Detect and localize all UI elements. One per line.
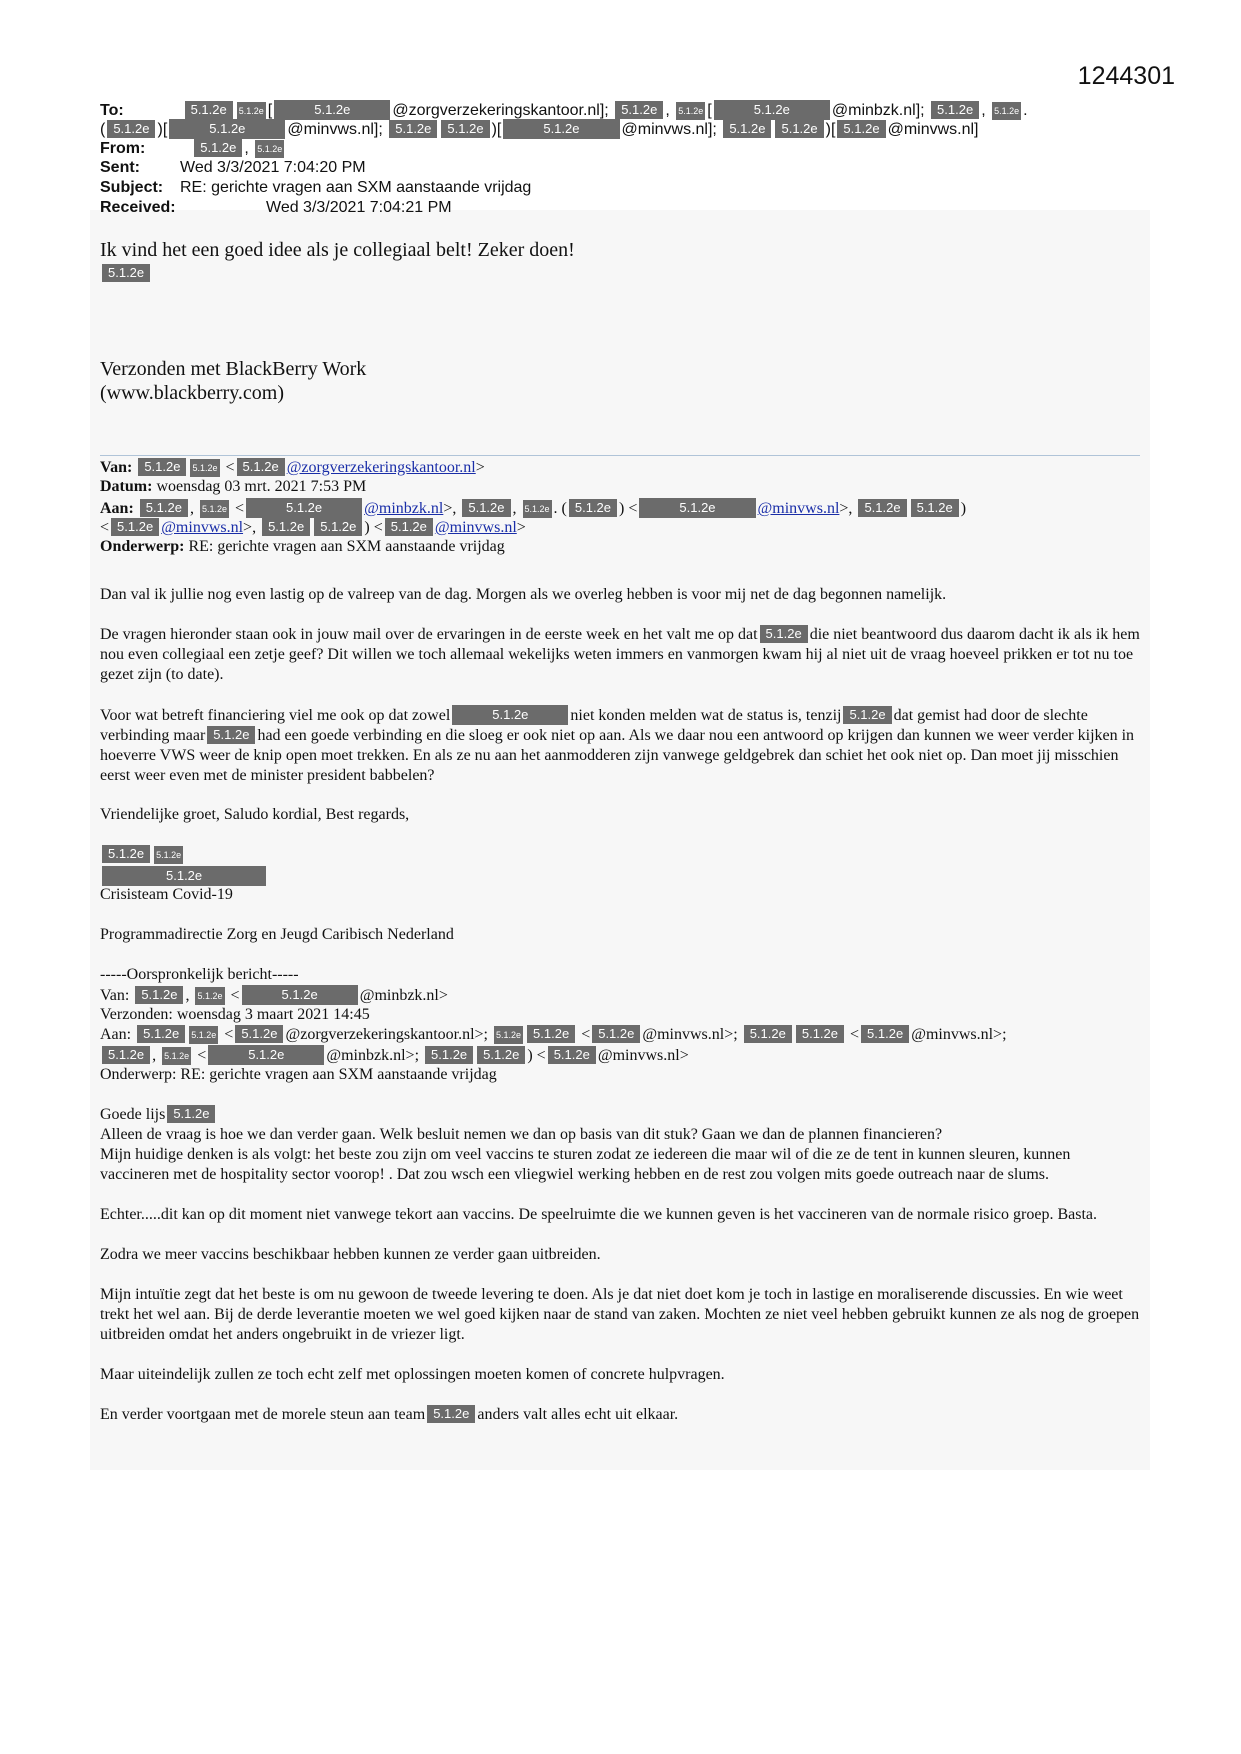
paragraph: Alleen de vraag is hoe we dan verder gaan. Welk besluit nemen we dan op basis van dit stuk? Gaan we dan de plannen financieren? <box>100 1126 943 1143</box>
redaction: 5.1.2e <box>314 518 362 536</box>
redaction: 5.1.2e <box>569 499 617 517</box>
redaction: 5.1.2e <box>477 1046 525 1064</box>
redaction: 5.1.2e <box>107 120 155 138</box>
redaction: 5.1.2e <box>592 1025 640 1043</box>
redaction: 5.1.2e <box>246 498 362 518</box>
from-line: From: 5.1.2e , 5.1.2e <box>100 140 283 157</box>
redaction: 5.1.2e <box>208 1045 324 1065</box>
redaction: 5.1.2e <box>135 986 183 1004</box>
email-address: @minvws.nl>; <box>642 1026 738 1043</box>
redaction: 5.1.2e <box>992 102 1021 120</box>
redaction: 5.1.2e <box>190 459 219 477</box>
received-line <box>100 199 452 217</box>
aan-line-3b: 5.1.2e , 5.1.2e < 5.1.2e @minbzk.nl>; 5.1.2e 5.1.2e ) < 5.1.2e @minvws.nl> <box>100 1045 1140 1066</box>
email-domain: @minvws.nl]; <box>287 121 383 138</box>
top-body: Ik vind het een goed idee als je collegiaal belt! Zeker doen! <box>100 239 575 261</box>
redaction: 5.1.2e <box>744 1025 792 1043</box>
aan-line-2: < 5.1.2e @minvws.nl>, 5.1.2e 5.1.2e ) < 5.1.2e @minvws.nl> <box>100 519 526 536</box>
paragraph <box>100 625 1140 685</box>
email-domain: @minvws.nl] <box>887 121 979 138</box>
top-body-redaction <box>100 264 152 283</box>
datum-line <box>100 478 366 496</box>
received-value: Wed 3/3/2021 7:04:21 PM <box>266 199 452 216</box>
redaction: 5.1.2e <box>207 726 255 744</box>
email-domain: @minvws.nl]; <box>621 121 717 138</box>
email-address: @minvws.nl> <box>597 1047 689 1064</box>
sent-value: Wed 3/3/2021 7:04:20 PM <box>180 159 366 176</box>
redaction: 5.1.2e <box>676 102 705 120</box>
redaction: 5.1.2e <box>858 499 906 517</box>
redaction: 5.1.2e <box>462 499 510 517</box>
redaction: 5.1.2e <box>441 120 489 138</box>
redaction: 5.1.2e <box>242 985 358 1005</box>
text: De vragen hieronder staan ook in jouw mail over de ervaringen in de eerste week en het valt me op dat <box>100 626 758 643</box>
email-link[interactable]: @minvws.nl <box>161 519 244 536</box>
redaction: 5.1.2e <box>911 499 959 517</box>
redaction: 5.1.2e <box>200 500 229 518</box>
redaction: 5.1.2e <box>185 101 233 119</box>
email-address: @minbzk.nl> <box>359 987 448 1004</box>
redaction: 5.1.2e <box>102 264 150 282</box>
redaction: 5.1.2e <box>931 101 979 119</box>
text: had een goede verbinding en die sloeg er ook niet op aan. Als we daar nou een antwoord op krijgen dan kunnen we weer verder kijken in hoeverre VWS weer de knip open moet trekken. En als ze nu aan het aanmodderen zijn vanwege geldgebrek dan schiet het ook niet op. Dan moet jij misschien eerst weer even met de minister president babbelen? <box>100 727 1135 784</box>
to-line-2: ( 5.1.2e )[ 5.1.2e @minvws.nl]; 5.1.2e 5.1.2e )[ 5.1.2e @minvws.nl]; 5.1.2e 5.1.2e )[ 5.1.2e @minvws.nl] <box>100 121 979 138</box>
salutation <box>100 1105 1140 1125</box>
signature-redaction <box>100 866 1140 887</box>
signature-line2: (www.blackberry.com) <box>100 382 284 404</box>
redaction: 5.1.2e <box>723 120 771 138</box>
aan-line: Aan: 5.1.2e , 5.1.2e < 5.1.2e @minbzk.nl>, 5.1.2e , 5.1.2e . ( 5.1.2e ) < 5.1.2e @minvws.nl>, 5.1.2e 5.1.2e ) <box>100 500 967 517</box>
to-line: To: 5.1.2e 5.1.2e [ 5.1.2e @zorgverzekeringskantoor.nl]; 5.1.2e , 5.1.2e [ 5.1.2e @minbzk.nl]; 5.1.2e , 5.1.2e . <box>100 102 1028 119</box>
email-domain: @minbzk.nl]; <box>831 102 925 119</box>
redaction: 5.1.2e <box>615 101 663 119</box>
redaction: 5.1.2e <box>111 518 159 536</box>
team: Crisisteam Covid-19 <box>100 886 233 903</box>
email-address: @minvws.nl>; <box>911 1026 1007 1043</box>
redaction: 5.1.2e <box>274 100 390 120</box>
divider <box>100 455 1140 456</box>
redaction: 5.1.2e <box>137 1025 185 1043</box>
email-link[interactable]: @zorgverzekeringskantoor.nl <box>286 459 476 476</box>
redaction: 5.1.2e <box>154 846 183 864</box>
redaction: 5.1.2e <box>775 120 823 138</box>
redaction: 5.1.2e <box>389 120 437 138</box>
dept: Programmadirectie Zorg en Jeugd Caribisch Nederland <box>100 926 454 943</box>
redaction: 5.1.2e <box>452 705 568 725</box>
redaction: 5.1.2e <box>167 1105 215 1123</box>
redaction: 5.1.2e <box>140 499 188 517</box>
redaction: 5.1.2e <box>548 1046 596 1064</box>
text: En verder voortgaan met de morele steun aan team <box>100 1406 426 1423</box>
email-link[interactable]: @minvws.nl <box>757 500 840 517</box>
email-address: @zorgverzekeringskantoor.nl>; <box>285 1026 488 1043</box>
aan-label: Aan: <box>100 1026 132 1043</box>
redaction: 5.1.2e <box>760 625 808 643</box>
email-link[interactable]: @minbzk.nl <box>364 500 444 517</box>
redaction: 5.1.2e <box>714 100 830 120</box>
text: anders valt alles echt uit elkaar. <box>477 1406 679 1423</box>
redaction: 5.1.2e <box>255 140 284 158</box>
redaction: 5.1.2e <box>102 845 150 863</box>
redaction: 5.1.2e <box>837 120 885 138</box>
redaction: 5.1.2e <box>427 1405 475 1423</box>
redaction: 5.1.2e <box>102 866 266 886</box>
text: die niet beantwoord dus daarom dacht ik als ik hem nou even collegiaal een zetje geef? Dit willen we toch allemaal wekelijks weten immers en vanmorgen kwam hij al niet uit de vraag hoeveel prikken er tot nu toe gezet zijn (to date). <box>100 626 1140 683</box>
redaction: 5.1.2e <box>235 1025 283 1043</box>
verzonden: Verzonden: woensdag 3 maart 2021 14:45 <box>100 1006 370 1023</box>
redaction: 5.1.2e <box>639 498 755 518</box>
redaction: 5.1.2e <box>237 458 285 476</box>
redaction: 5.1.2e <box>527 1025 575 1043</box>
redaction: 5.1.2e <box>796 1025 844 1043</box>
van-line: Van: 5.1.2e 5.1.2e < 5.1.2e @zorgverzekeringskantoor.nl> <box>100 459 485 476</box>
redaction: 5.1.2e <box>503 119 619 139</box>
text: Goede lijs <box>100 1106 166 1123</box>
sent-label: Sent: <box>100 159 140 176</box>
email-link[interactable]: @minvws.nl <box>434 519 517 536</box>
datum-label: Datum: <box>100 478 153 495</box>
document-id: 1244301 <box>1077 62 1175 90</box>
separator: -----Oorspronkelijk bericht----- <box>100 966 299 983</box>
text: niet konden melden wat de status is, tenzij <box>570 707 842 724</box>
text: dat gemist had door de slechte verbinding maar <box>100 707 1088 744</box>
paragraph <box>100 705 1140 786</box>
subject-line <box>100 179 531 197</box>
redaction: 5.1.2e <box>189 1026 218 1044</box>
received-label: Received: <box>100 199 176 216</box>
paragraph: Echter.....dit kan op dit moment niet vanwege tekort aan vaccins. De speelruimte die we kunnen geven is het vaccineren van de normale risico groep. Basta. <box>100 1206 1097 1223</box>
onderwerp-value: RE: gerichte vragen aan SXM aanstaande vrijdag <box>188 538 505 555</box>
redaction: 5.1.2e <box>195 987 224 1005</box>
aan-line-3: Aan: 5.1.2e 5.1.2e < 5.1.2e @zorgverzekeringskantoor.nl>; 5.1.2e 5.1.2e < 5.1.2e @minvws.nl>; 5.1.2e 5.1.2e < 5.1.2e @minvws.nl>; <box>100 1026 1007 1043</box>
to-label: To: <box>100 102 124 119</box>
greeting: Vriendelijke groet, Saludo kordial, Best regards, <box>100 806 410 823</box>
paragraph: Dan val ik jullie nog even lastig op de valreep van de dag. Morgen als we overleg hebben is voor mij net de dag begonnen namelijk. <box>100 586 947 603</box>
redaction: 5.1.2e <box>385 518 433 536</box>
van-label: Van: <box>100 987 130 1004</box>
email-domain: @zorgverzekeringskantoor.nl]; <box>392 102 609 119</box>
van-line-3: Van: 5.1.2e , 5.1.2e < 5.1.2e @minbzk.nl> <box>100 987 448 1004</box>
signature-redaction <box>100 845 1140 865</box>
aan-label: Aan: <box>100 500 134 517</box>
paragraph: Zodra we meer vaccins beschikbaar hebben kunnen ze verder gaan uitbreiden. <box>100 1246 601 1263</box>
redaction: 5.1.2e <box>494 1026 523 1044</box>
redaction: 5.1.2e <box>425 1046 473 1064</box>
email-address: @minbzk.nl>; <box>326 1047 420 1064</box>
redaction: 5.1.2e <box>194 139 242 157</box>
redaction: 5.1.2e <box>138 458 186 476</box>
redaction: 5.1.2e <box>169 119 285 139</box>
redaction: 5.1.2e <box>843 706 891 724</box>
van-label: Van: <box>100 459 133 476</box>
from-label: From: <box>100 140 146 157</box>
datum-value: woensdag 03 mrt. 2021 7:53 PM <box>156 478 367 495</box>
paragraph: Mijn intuïtie zegt dat het beste is om nu gewoon de tweede levering te doen. Als je dat niet doet kom je toch in lastige en moraliserende discussies. En wie weet trekt het wel aan. Bij de derde leverantie moeten we wel goed kijken naar de stand van zaken. Mochten ze niet veel hebben gebruikt kunnen ze als nog de groepen uitbreiden omdat het anders ongebruikt in de vriezer ligt. <box>100 1286 1140 1343</box>
text: Voor wat betreft financiering viel me ook op dat zowel <box>100 707 451 724</box>
redaction: 5.1.2e <box>861 1025 909 1043</box>
subject-label: Subject: <box>100 179 164 196</box>
sent-line <box>100 159 366 177</box>
signature-line1: Verzonden met BlackBerry Work <box>100 358 367 380</box>
redaction: 5.1.2e <box>262 518 310 536</box>
onderwerp-3: Onderwerp: RE: gerichte vragen aan SXM aanstaande vrijdag <box>100 1066 497 1083</box>
onderwerp-label: Onderwerp: <box>100 538 185 555</box>
paragraph: Mijn huidige denken is als volgt: het beste zou zijn om veel vaccins te sturen zodat ze iedereen die maar wil of die ze de tent in kunnen sleuren, kunnen vaccineren met de hospitality sector voorop! . Dat zou wsch een vliegwiel werking hebben en de rest zou volgen mits goede outreach naar de slums. <box>100 1146 1071 1183</box>
paragraph: Maar uiteindelijk zullen ze toch echt zelf met oplossingen moeten komen of concrete hulpvragen. <box>100 1366 725 1383</box>
subject-value: RE: gerichte vragen aan SXM aanstaande vrijdag <box>180 179 532 196</box>
redaction: 5.1.2e <box>237 102 266 120</box>
onderwerp-line <box>100 538 505 556</box>
redaction: 5.1.2e <box>523 500 552 518</box>
redaction: 5.1.2e <box>102 1046 150 1064</box>
redaction: 5.1.2e <box>162 1047 191 1065</box>
paragraph <box>100 1405 1140 1425</box>
